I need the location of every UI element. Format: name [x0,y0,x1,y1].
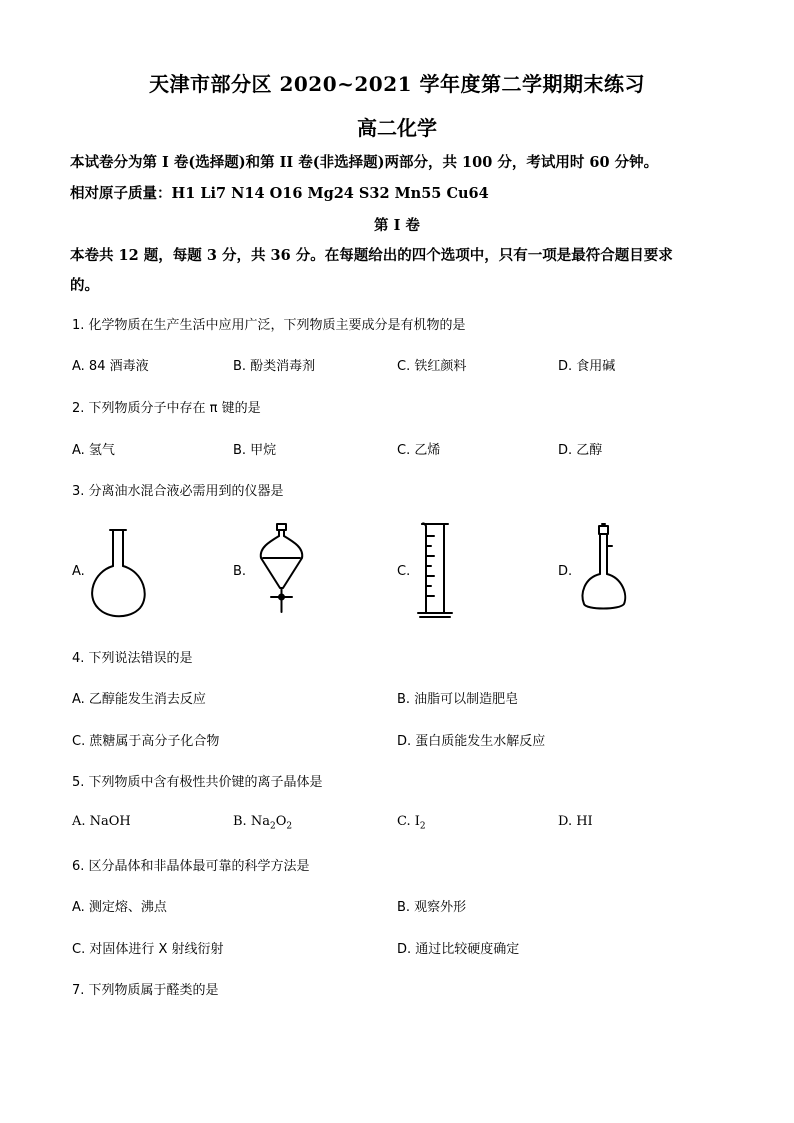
q5-option-b-oxygen: O [275,814,287,829]
q6-option-d[interactable]: D. 通过比较硬度确定 [397,942,520,957]
round-bottom-flask-image [88,526,158,622]
q1-option-b[interactable]: B. 酚类消毒剂 [233,359,316,374]
q5-option-c-subscript: 2 [419,821,426,832]
q5-option-c-label: C. I [397,814,420,829]
question-2-stem: 2. 下列物质分子中存在 π 键的是 [72,401,261,416]
q5-option-b[interactable] [233,814,292,832]
q1-option-d[interactable]: D. 食用碱 [558,359,616,374]
section-title: 第 I 卷 [374,217,420,234]
q5-option-b-subscript: 2 [269,821,276,832]
q3-option-b[interactable]: B. [233,564,247,579]
intro-line-1: 本试卷分为第 I 卷(选择题)和第 II 卷(非选择题)两部分，共 100 分，考试用时 60 分钟。 [70,154,659,171]
exam-subject: 高二化学 [357,116,437,140]
q5-option-d[interactable]: D. HI [558,814,593,829]
q1-option-c[interactable]: C. 铁红颜料 [397,359,467,374]
q4-option-b[interactable]: B. 油脂可以制造肥皂 [397,692,519,707]
q4-option-c[interactable]: C. 蔗糖属于高分子化合物 [72,734,220,749]
q4-option-d[interactable]: D. 蛋白质能发生水解反应 [397,734,546,749]
intro-line-2: 相对原子质量：H1 Li7 N14 O16 Mg24 S32 Mn55 Cu64 [70,185,489,202]
q3-option-c[interactable]: C. [397,564,411,579]
q6-option-c[interactable]: C. 对固体进行 X 射线衍射 [72,942,224,957]
question-1-stem: 1. 化学物质在生产生活中应用广泛，下列物质主要成分是有机物的是 [72,318,466,333]
question-7-stem: 7. 下列物质属于醛类的是 [72,983,219,998]
question-5-stem: 5. 下列物质中含有极性共价键的离子晶体是 [72,775,323,790]
q4-option-a[interactable]: A. 乙醇能发生消去反应 [72,692,206,707]
q5-option-b-subscript-2: 2 [286,821,293,832]
q3-option-a[interactable]: A. [72,564,85,579]
graduated-cylinder-image [414,520,458,622]
q2-option-b[interactable]: B. 甲烷 [233,443,277,458]
question-3-stem: 3. 分离油水混合液必需用到的仪器是 [72,484,284,499]
q2-option-c[interactable]: C. 乙烯 [397,443,441,458]
q2-option-a[interactable]: A. 氢气 [72,443,115,458]
exam-title: 天津市部分区 2020~2021 学年度第二学期期末练习 [148,72,645,96]
question-6-stem: 6. 区分晶体和非晶体最可靠的科学方法是 [72,859,310,874]
question-4-stem: 4. 下列说法错误的是 [72,651,193,666]
q2-option-d[interactable]: D. 乙醇 [558,443,603,458]
section-instructions: 本卷共 12 题，每题 3 分，共 36 分。在每题给出的四个选项中，只有一项是最符合题目要求 [70,247,673,264]
q5-option-c[interactable] [397,814,426,832]
separatory-funnel-image [255,522,315,614]
volumetric-flask-image [578,522,632,614]
q6-option-a[interactable]: A. 测定熔、沸点 [72,900,167,915]
q1-option-a[interactable]: A. 84 酒毒液 [72,359,149,374]
q3-option-d[interactable]: D. [558,564,573,579]
q5-option-b-label: B. Na [233,814,270,829]
q5-option-a[interactable]: A. NaOH [72,814,131,829]
section-instructions-cont: 的。 [70,277,99,294]
q6-option-b[interactable]: B. 观察外形 [397,900,467,915]
